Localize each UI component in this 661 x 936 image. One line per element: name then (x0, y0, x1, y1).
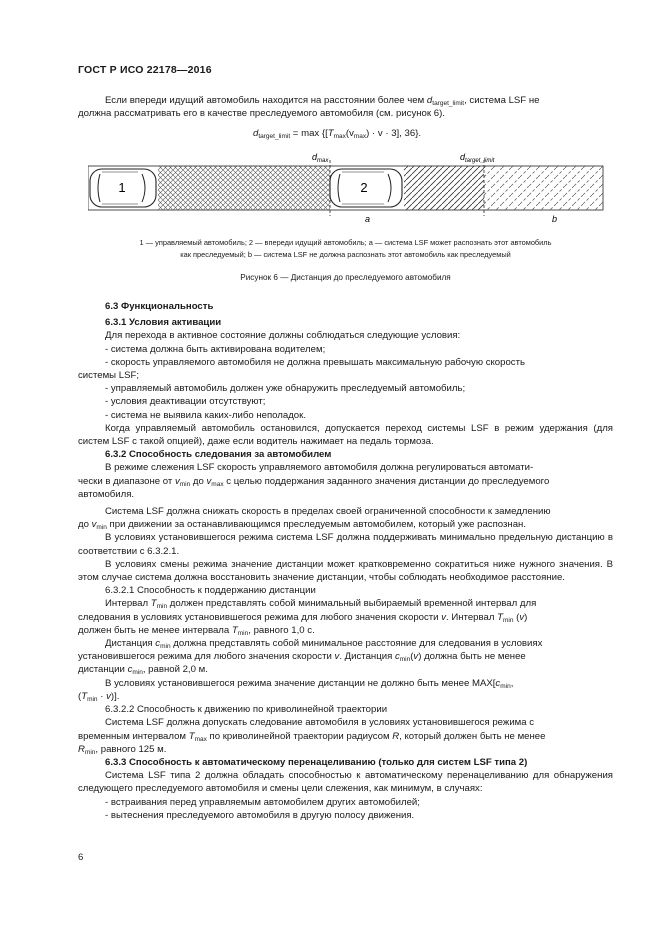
figure-caption: Рисунок 6 — Дистанция до преследуемого автомобиля (240, 273, 451, 282)
figure-6-diagram (88, 150, 608, 228)
zone-crosshatch (158, 166, 330, 210)
heading-6-3-2-1: 6.3.2.1 Способность к поддержанию дистанции (105, 585, 316, 597)
mark-b: b (552, 214, 558, 224)
heading-6-3-3: 6.3.3 Способность к автоматическому перенацеливанию (только для систем LSF типа 2) (105, 756, 528, 768)
mark-a: a (365, 214, 371, 224)
heading-6-3-1: 6.3.1 Условия активации (105, 317, 222, 329)
target-limit-label: $d_{target\_limit}$ (460, 152, 495, 164)
heading-6-3: 6.3 Функциональность (105, 301, 214, 312)
section-6-3-body: 6.3 Функциональность 6.3.1 Условия активации Для перехода в активное состояние должны соблюдаться следующие условия: - система должна быть активирована водителем; - скорость управляемого автомобиля не должна превышать максимальную рабочую скорость системы LSF; - управляемый автомобиль должен уже обнаружить преследуемый автомобиль; - условия деактивации отсутствуют; - система не выявила каких-либо неполадок. Когда управляемый автомобиль остановился, допускается переход системы LSF в режим удержания (для систем LSF с такой опцией), даже если водитель нажимает на педаль тормоза. 6.3.2 Способность следования за автомобилем В режиме слежения LSF скорость управляемого автомобиля должна регулироваться автомати- чески в диапазоне от $v_{min}$ до $v_{max}$ с целью поддержания заданного значения дистанции до преследуемого автомобиля. Система LSF должна снижать скорость в пределах своей ограниченной способности к замедлению до $v_{min}$ при движении за останавливающимся преследуемым автомобилем, который уже распознан. В условиях установившегося режима система LSF должна поддерживать минимально предельную дистанцию в соответствии с 6.3.2.1. В условиях смены режима значение дистанции может кратковременно сократиться ниже нужного значения. В этом случае система должна восстановить значение дистанции, чтобы соблюдать необходимое расстояние. 6.3.2.1 Способность к поддержанию дистанции Интервал $T_{min}$ должен представлять собой минимальный выбираемый временной интервал для следования в условиях установившегося режима для любого значения скорости v. Интервал $T_{min}$ (v) должен быть не менее интервала $T_{min}$, равного 1,0 с. Дистанция $c_{min}$ должна представлять собой минимальное расстояние для следования в условиях установившегося режима для любого значения скорости v. Дистанция $c_{min}(v)$ должна быть не менее дистанции $c_{min}$, равной 2,0 м. В условиях установившегося режима значение дистанции не должно быть менее $MAX[c_{min}$, $(T_{min} \cdot v)$]. 6.3.2.2 Способность к движению по криволинейной траектории Система LSF должна допускать следование автомобиля в условиях установившегося режима с временным интервалом $T_{max}$ по криволинейной траектории радиусом R, который должен быть не менее $R_{min}$, равного 125 м. 6.3.3 Способность к автоматическому перенацеливанию (только для систем LSF типа 2) Система LSF типа 2 должна обладать способностью к автоматическому перенацеливанию для обнаружения следующего преследуемого автомобиля и смены цели слежения, как минимум, в случаях: - встраивания перед управляемым автомобилем других автомобилей; - вытеснения преследуемого автомобиля в другую полосу движения. (78, 301, 613, 821)
page-number: 6 (78, 852, 84, 863)
figure-legend: 1 — управляемый автомобиль; 2 — впереди идущий автомобиль; a — система LSF может распознать этот автомобиль как преследуемый; b — система LSF не должна распознать этот автомобиль как преследуемый (139, 238, 552, 259)
car-2-label: 2 (360, 180, 368, 195)
intro-paragraph: Если впереди идущий автомобиль находится на расстоянии более чем $d_{target\_limit}$, система LSF не должна рассматривать его в качестве преследуемого автомобиля (см. рисунок 6). (78, 95, 540, 120)
heading-6-3-2-2: 6.3.2.2 Способность к движению по криволинейной траектории (105, 704, 388, 716)
dmax-label: $d_{max}$ (312, 152, 329, 164)
distance-formula: $d_{target\_limit} = \max \{[T_{max}(v_{max}) \cdot v \cdot 3]$, 36}. (253, 128, 422, 140)
car-1-label: 1 (118, 180, 126, 195)
heading-6-3-2: 6.3.2 Способность следования за автомобилем (105, 449, 332, 461)
zone-a-hatch (404, 166, 484, 210)
zone-b-hatch (484, 166, 603, 210)
document-header: ГОСТ Р ИСО 22178—2016 (78, 64, 212, 76)
